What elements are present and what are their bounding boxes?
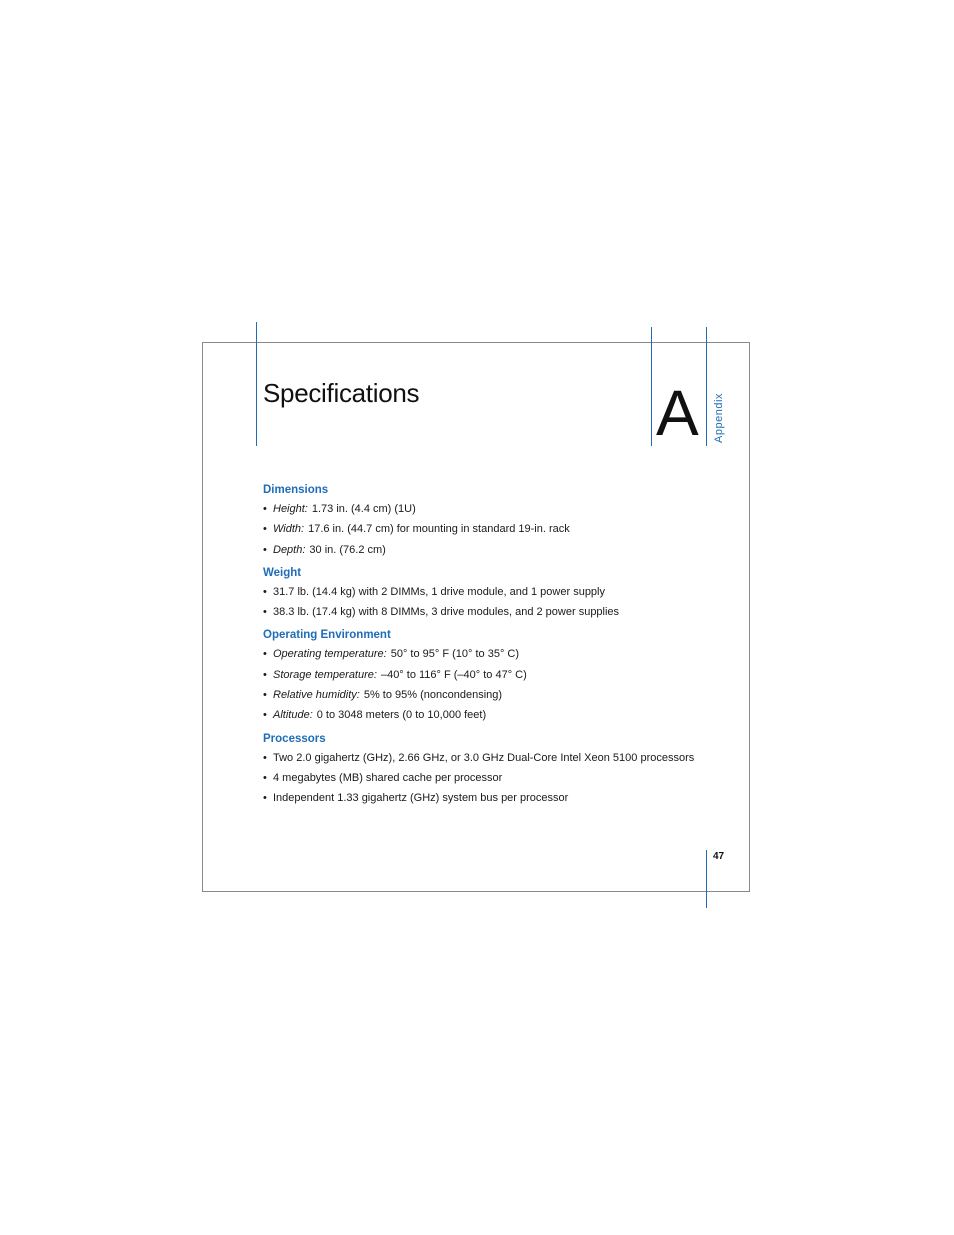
bullet: • bbox=[263, 503, 267, 515]
list-item bbox=[263, 519, 723, 539]
bullet: • bbox=[263, 771, 267, 784]
bullet: • bbox=[263, 689, 267, 702]
spec-value: 17.6 in. (44.7 cm) for mounting in standard 19-in. rack bbox=[308, 523, 570, 536]
dimensions-list bbox=[263, 499, 723, 560]
section-heading-operating-environment: Operating Environment bbox=[263, 629, 391, 642]
environment-list bbox=[263, 644, 723, 725]
bullet: • bbox=[263, 606, 267, 619]
list-item bbox=[263, 582, 723, 602]
section-heading-dimensions: Dimensions bbox=[263, 484, 329, 496]
spec-value: 31.7 lb. (14.4 kg) with 2 DIMMs, 1 drive module, and 1 power supply bbox=[273, 585, 605, 598]
bullet: • bbox=[263, 709, 267, 722]
weight-list bbox=[263, 582, 723, 623]
spec-value: Independent 1.33 gigahertz (GHz) system bus per processor bbox=[273, 792, 569, 805]
chapter-rule-left bbox=[651, 327, 652, 446]
bullet: • bbox=[263, 792, 267, 805]
spec-value: 38.3 lb. (17.4 kg) with 8 DIMMs, 3 drive modules, and 2 power supplies bbox=[273, 606, 620, 619]
section-heading-processors: Processors bbox=[263, 732, 326, 745]
list-item bbox=[263, 499, 723, 519]
spec-term: Width: bbox=[273, 523, 305, 536]
list-item bbox=[263, 644, 723, 664]
bullet: • bbox=[263, 523, 267, 536]
spec-value: 0 to 3048 meters (0 to 10,000 feet) bbox=[316, 709, 487, 722]
bullet: • bbox=[263, 585, 267, 598]
list-item bbox=[263, 788, 723, 808]
list-item bbox=[263, 705, 723, 725]
bullet: • bbox=[263, 668, 267, 681]
spec-value: –40° to 116° F (–40° to 47° C) bbox=[380, 668, 527, 681]
chapter-rule-right bbox=[706, 327, 707, 446]
spec-value: 5% to 95% (noncondensing) bbox=[363, 689, 503, 702]
spec-term: Storage temperature: bbox=[273, 668, 377, 681]
list-item bbox=[263, 665, 723, 685]
spec-content bbox=[263, 482, 723, 814]
bullet: • bbox=[263, 648, 267, 661]
bullet: • bbox=[263, 751, 267, 764]
processors-list bbox=[263, 748, 723, 809]
title-rule bbox=[256, 322, 257, 446]
appendix-label: Appendix bbox=[713, 393, 725, 443]
page-number: 47 bbox=[713, 851, 725, 862]
bullet: • bbox=[263, 543, 267, 556]
spec-term: Operating temperature: bbox=[273, 648, 387, 661]
spec-value: 30 in. (76.2 cm) bbox=[309, 543, 386, 556]
section-heading-weight: Weight bbox=[263, 566, 302, 579]
list-item bbox=[263, 748, 723, 768]
spec-value: Two 2.0 gigahertz (GHz), 2.66 GHz, or 3.0 GHz Dual-Core Intel Xeon 5100 processors bbox=[273, 751, 695, 764]
list-item bbox=[263, 602, 723, 622]
list-item bbox=[263, 768, 723, 788]
spec-term: Altitude: bbox=[273, 709, 313, 722]
spec-term: Height: bbox=[273, 503, 308, 515]
list-item bbox=[263, 540, 723, 560]
chapter-letter: A bbox=[656, 377, 699, 449]
spec-value: 1.73 in. (4.4 cm) (1U) bbox=[311, 503, 416, 515]
page-title: Specifications bbox=[263, 378, 420, 408]
page-number-rule bbox=[706, 850, 707, 908]
list-item bbox=[263, 685, 723, 705]
spec-value: 50° to 95° F (10° to 35° C) bbox=[390, 648, 520, 661]
spec-term: Depth: bbox=[273, 543, 306, 556]
spec-term: Relative humidity: bbox=[273, 689, 360, 702]
spec-value: 4 megabytes (MB) shared cache per processor bbox=[273, 771, 503, 784]
